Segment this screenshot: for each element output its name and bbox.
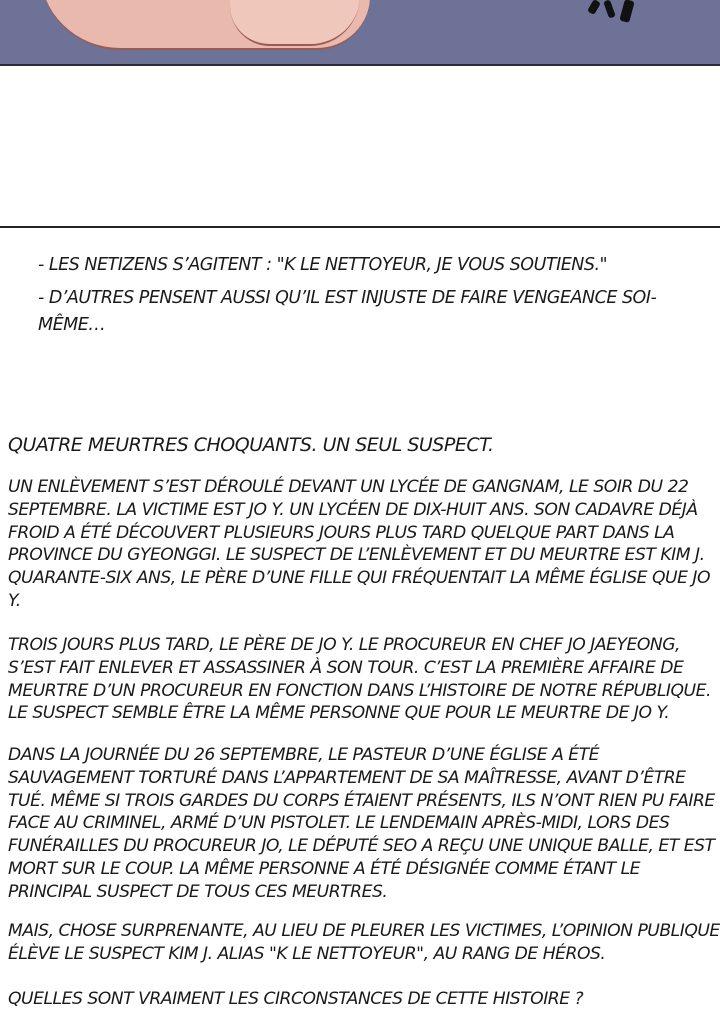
article-paragraph [8, 476, 720, 613]
comic-art-panel [0, 0, 720, 66]
article-closing-question: QUELLES SONT VRAIMENT LES CIRCONSTANCES DE CETTE HISTOIRE ? [8, 989, 584, 1009]
article-paragraph-3: DANS LA JOURNÉE DU 26 SEPTEMBRE, LE PASTEUR D’UNE ÉGLISE A ÉTÉ SAUVAGEMENT TORTURÉ DANS L’APPARTEMENT DE SA MAÎTRESSE, AVANT D’ÊTRE TUÉ. MÊME SI TROIS GARDES DU CORPS ÉTAIENT PRÉSENTS, ILS N’ONT RIEN PU FAIRE FACE AU CRIMINEL, ARMÉ D’UN PISTOLET. LE LENDEMAIN APRÈS-MIDI, LORS DES FUNÉRAILLES DU PROCUREUR JO, LE DÉPUTÉ SEO A REÇU UNE UNIQUE BALLE, ET EST MORT SUR LE COUP. LA MÊME PERSONNE A ÉTÉ DÉSIGNÉE COMME ÉTANT LE PRINCIPAL SUSPECT DE TOUS CES MEURTRES. [8, 745, 715, 902]
article-paragraph-1: UN ENLÈVEMENT S’EST DÉROULÉ DEVANT UN LYCÉE DE GANGNAM, LE SOIR DU 22 SEPTEMBRE. LA VICTIME EST JO Y. UN LYCÉEN DE DIX-HUIT ANS. SON CADAVRE DÉJÀ FROID A ÉTÉ DÉCOUVERT PLUSIEURS JOURS PLUS TARD QUELQUE PART DANS LA PROVINCE DU GYEONGGI. LE SUSPECT DE L’ENLÈVEMENT ET DU MEURTRE EST KIM J. QUARANTE-SIX ANS, LE PÈRE D’UNE FILLE QUI FRÉQUENTAIT LA MÊME ÉGLISE QUE JO Y. [8, 477, 711, 611]
ink-stroke [619, 0, 634, 23]
ink-stroke [603, 0, 616, 19]
ink-stroke [587, 0, 601, 15]
article-paragraph [8, 920, 720, 966]
comment-line: - LES NETIZENS S’AGITENT : "K LE NETTOYEUR, JE VOUS SOUTIENS." [38, 255, 608, 275]
article-headline: QUATRE MEURTRES CHOQUANTS. UN SEUL SUSPECT. [8, 434, 494, 456]
article-paragraph [8, 634, 720, 725]
article-paragraph [8, 744, 720, 904]
blank-comic-panel [0, 66, 720, 228]
comment-line: - D’AUTRES PENSENT AUSSI QU’IL EST INJUSTE DE FAIRE VENGEANCE SOI-MÊME… [38, 288, 657, 335]
netizen-comments [38, 252, 708, 345]
article-paragraph-4: MAIS, CHOSE SURPRENANTE, AU LIEU DE PLEURER LES VICTIMES, L’OPINION PUBLIQUE ÉLÈVE LE SUSPECT KIM J. ALIAS "K LE NETTOYEUR", AU RANG DE HÉROS. [8, 921, 720, 964]
article-paragraph-2: TROIS JOURS PLUS TARD, LE PÈRE DE JO Y. LE PROCUREUR EN CHEF JO JAEYEONG, S’EST FAIT ENLEVER ET ASSASSINER À SON TOUR. C’EST LA PREMIÈRE AFFAIRE DE MEURTRE D’UN PROCUREUR EN FONCTION DANS L’HISTOIRE DE NOTRE RÉPUBLIQUE. LE SUSPECT SEMBLE ÊTRE LA MÊME PERSONNE QUE POUR LE MEURTRE DE JO Y. [8, 635, 711, 724]
